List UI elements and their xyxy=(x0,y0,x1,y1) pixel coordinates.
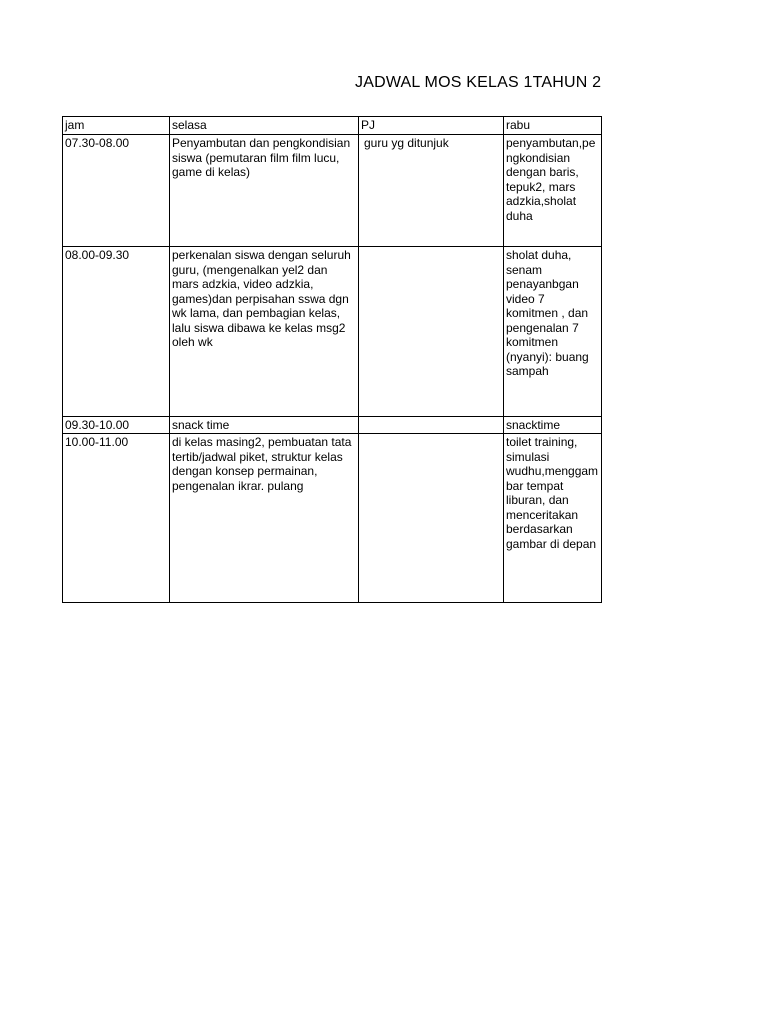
cell-selasa[interactable]: perkenalan siswa dengan seluruh guru, (mengenalkan yel2 dan mars adzkia, video adzkia, games)dan perpisahan sswa dgn wk lama, dan pembagian kelas, lalu siswa dibawa ke kelas msg2 oleh wk xyxy=(170,247,359,417)
cell-rabu[interactable]: snacktime xyxy=(504,417,602,434)
cell-pj[interactable] xyxy=(359,247,504,417)
cell-jam[interactable]: 08.00-09.30 xyxy=(63,247,170,417)
cell-rabu[interactable]: toilet training, simulasi wudhu,menggambar tempat liburan, dan menceritakan berdasarkan gambar di depan xyxy=(504,434,602,603)
cell-selasa[interactable]: snack time xyxy=(170,417,359,434)
header-selasa[interactable]: selasa xyxy=(170,117,359,135)
cell-jam[interactable]: 09.30-10.00 xyxy=(63,417,170,434)
cell-jam[interactable]: 07.30-08.00 xyxy=(63,135,170,247)
table-row xyxy=(63,417,602,434)
table-row xyxy=(63,135,602,247)
table-row xyxy=(63,434,602,603)
cell-pj[interactable]: guru yg ditunjuk xyxy=(359,135,504,247)
cell-rabu[interactable]: sholat duha, senam penayanbgan video 7 komitmen , dan pengenalan 7 komitmen (nyanyi): buang sampah xyxy=(504,247,602,417)
cell-pj[interactable] xyxy=(359,434,504,603)
cell-rabu[interactable]: penyambutan,pengkondisian dengan baris, tepuk2, mars adzkia,sholat duha xyxy=(504,135,602,247)
schedule-table xyxy=(62,116,602,603)
page-title: JADWAL MOS KELAS 1TAHUN 2 xyxy=(355,74,601,91)
cell-selasa[interactable]: Penyambutan dan pengkondisian siswa (pemutaran film film lucu, game di kelas) xyxy=(170,135,359,247)
header-rabu[interactable]: rabu xyxy=(504,117,602,135)
header-pj[interactable]: PJ xyxy=(359,117,504,135)
header-jam[interactable]: jam xyxy=(63,117,170,135)
table-row xyxy=(63,247,602,417)
cell-pj[interactable] xyxy=(359,417,504,434)
cell-selasa[interactable]: di kelas masing2, pembuatan tata tertib/jadwal piket, struktur kelas dengan konsep permainan, pengenalan ikrar. pulang xyxy=(170,434,359,603)
cell-jam[interactable]: 10.00-11.00 xyxy=(63,434,170,603)
table-header-row xyxy=(63,117,602,135)
